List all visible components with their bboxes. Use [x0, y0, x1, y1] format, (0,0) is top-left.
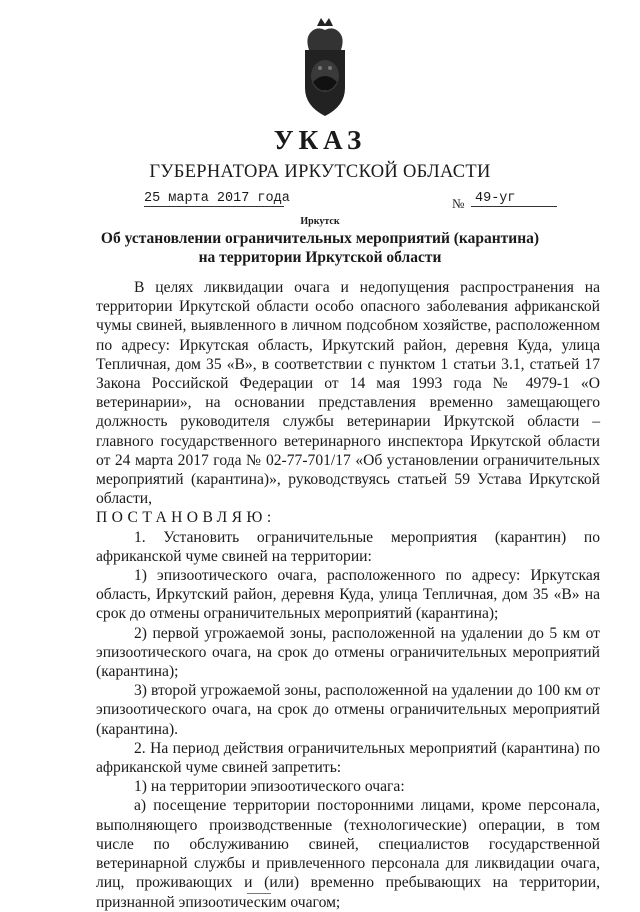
document-city: Иркутск	[300, 216, 340, 227]
coat-of-arms-emblem	[297, 16, 353, 120]
paragraph-2-item-1-a: а) посещение территории посторонними лицами, кроме персонала, выполняющего производственные (технологические) операции, в том числе по обслуживанию свиней, специалистов государственной ветеринарной службы и привлеченного персонала для ликвидации очага, лиц, проживающих и (или) временно пребывающих на территории, признанной эпизоотическим очагом;	[96, 797, 600, 911]
scan-mark	[247, 893, 271, 894]
paragraph-2-item-1: 1) на территории эпизоотического очага:	[134, 778, 405, 796]
decree-word: ПОСТАНОВЛЯЮ:	[96, 509, 276, 527]
document-subtitle: ГУБЕРНАТОРА ИРКУТСКОЙ ОБЛАСТИ	[149, 162, 491, 182]
paragraph-2: 2. На период действия ограничительных мероприятий (карантина) по африканской чуме свиней запретить:	[96, 739, 600, 777]
document-date: 25 марта 2017 года	[144, 191, 290, 206]
heading-line-1: Об установлении ограничительных мероприятий (карантина)	[100, 230, 540, 247]
document-title: УКАЗ	[273, 125, 367, 155]
paragraph-1-item-1: 1) эпизоотического очага, расположенного по адресу: Иркутская область, Иркутский район, деревня Куда, улица Тепличная, дом 35 «В» на срок до отмены ограничительных мероприятий (карантина);	[96, 567, 600, 623]
number-sign: №	[452, 196, 465, 211]
preamble-paragraph: В целях ликвидации очага и недопущения распространения на территории Иркутской области особо опасного заболевания африканской чумы свиней, выявленного в личном подсобном хозяйстве, расположенном по адресу: Иркутская область, Иркутский район, деревня Куда, улица Тепличная, дом 35 «В», в соответствии с пунктом 1 статьи 3.1, статьей 17 Закона Российской Федерации от 14 мая 1993 года № 4979-1 «О ветеринарии», на основании представления временно замещающего должность руководителя службы ветеринарии Иркутской области – главного государственного ветеринарного инспектора Иркутской области от 24 марта 2017 года № 02-77-701/17 «Об установлении ограничительных мероприятий (карантина)», руководствуясь статьей 59 Устава Иркутской области,	[96, 279, 600, 508]
paragraph-1-item-3: 3) второй угрожаемой зоны, расположенной на удалении до 100 км от эпизоотического очага, на срок до отмены ограничительных мероприятий (карантина).	[96, 682, 600, 738]
document-body	[96, 278, 600, 912]
heading-line-2: на территории Иркутской области	[198, 249, 442, 266]
document-number: 49-уг	[471, 191, 557, 207]
paragraph-1: 1. Установить ограничительные мероприятия (карантин) по африканской чуме свиней на территории:	[96, 528, 600, 565]
paragraph-1-item-2: 2) первой угрожаемой зоны, расположенной на удалении до 5 км от эпизоотического очага, на срок до отмены ограничительных мероприятий (карантина);	[96, 624, 600, 681]
document-heading	[0, 229, 640, 267]
